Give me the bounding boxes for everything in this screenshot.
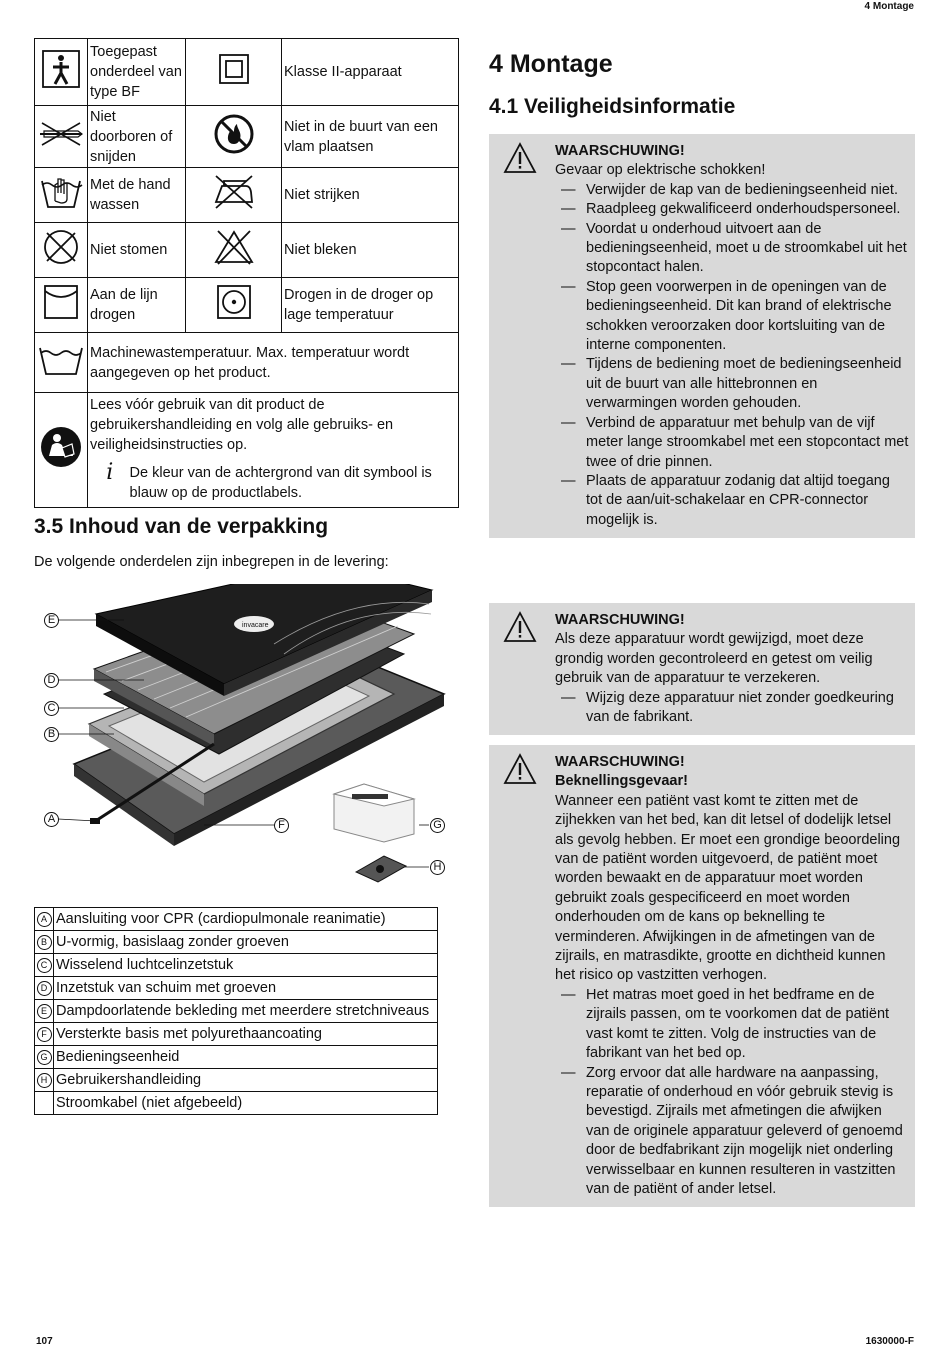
- part-letter: C: [37, 958, 52, 973]
- wash-tub-icon: [35, 333, 88, 393]
- hand-wash-icon: [35, 168, 88, 223]
- symbol-label: Niet in de buurt van een vlam plaatsen: [282, 106, 459, 168]
- warning-item: — Verbind de apparatuur met behulp van de vijf meter lange stroomkabel met een stopcontact met twee of drie pinnen.: [555, 414, 909, 472]
- callout-label: B: [44, 727, 59, 742]
- warning-box: [489, 745, 915, 1207]
- warning-text: Als deze apparatuur wordt gewijzigd, moet deze grondig worden gecontroleerd en getest om veilig gebruik van de apparatuur te verzekeren.: [555, 631, 873, 687]
- warning-text: Wanneer een patiënt vast komt te zitten met de zijhekken van het bed, kan dit letsel of dodelijk letsel als gevolg hebben. Er moet een grondige beoordeling van de patiënt worden uitgevoerd, de patiënt moet worden bewaakt en de apparatuur moet worden gebruikt zoals gespecificeerd en moet worden onderhouden om de kans op beknelling te verminderen. Afwijkingen in de afmetingen van de zijrails, en matrasdikte, grootte en dichtheid kunnen het risico op vastzitten verhogen.: [555, 792, 901, 984]
- part-letter: G: [37, 1050, 52, 1065]
- warning-title: WAARSCHUWING!: [555, 754, 685, 770]
- warning-item: — Plaats de apparatuur zodanig dat altijd toegang tot de aan/uit-schakelaar en CPR-connector mogelijk is.: [555, 472, 909, 530]
- section-title: 3.5 Inhoud van de verpakking: [34, 515, 329, 538]
- warning-triangle-icon: [503, 611, 537, 643]
- running-header: 4 Montage: [864, 1, 914, 12]
- no-pierce-icon: [35, 106, 88, 168]
- warning-triangle-icon: [503, 142, 537, 174]
- part-letter: H: [37, 1073, 52, 1088]
- no-bleach-icon: [186, 223, 282, 278]
- symbol-label: Klasse II-apparaat: [282, 39, 459, 106]
- brand-logo: invacare: [242, 622, 269, 629]
- part-letter: A: [37, 912, 52, 927]
- symbol-label: Niet bleken: [282, 223, 459, 278]
- document-code: 1630000-F: [865, 1336, 914, 1347]
- warning-box: [489, 134, 915, 538]
- warning-item: — Voordat u onderhoud uitvoert aan de bedieningseenheid, moet u de stroomkabel uit het stopcontact halen.: [555, 220, 909, 278]
- symbol-label: Machinewastemperatuur. Max. temperatuur wordt aangegeven op het product.: [88, 333, 459, 393]
- parts-list-table: [34, 907, 438, 1115]
- info-note: De kleur van de achtergrond van dit symbool is blauw op de productlabels.: [129, 465, 432, 501]
- callout-label: D: [44, 673, 59, 688]
- callout-label: E: [44, 613, 59, 628]
- part-letter-empty: [35, 1092, 54, 1115]
- warning-box: [489, 603, 915, 735]
- read-manual-icon: [35, 393, 88, 508]
- part-letter: F: [37, 1027, 52, 1042]
- warning-title: WAARSCHUWING!: [555, 612, 685, 628]
- part-description: Stroomkabel (niet afgebeeld): [54, 1092, 438, 1115]
- info-icon: i: [106, 460, 114, 485]
- part-description: Wisselend luchtcelinzetstuk: [54, 954, 438, 977]
- mattress-exploded-illustration: [34, 584, 454, 894]
- symbols-table: [34, 38, 459, 508]
- no-steam-icon: [35, 223, 88, 278]
- part-description: Aansluiting voor CPR (cardiopulmonale reanimatie): [54, 908, 438, 931]
- warning-triangle-icon: [503, 753, 537, 785]
- warning-item: — Verwijder de kap van de bedieningseenheid niet.: [555, 181, 909, 200]
- warning-subtitle: Beknellingsgevaar!: [555, 773, 688, 790]
- part-description: Gebruikershandleiding: [54, 1069, 438, 1092]
- callout-label: G: [430, 818, 445, 833]
- symbol-label: Aan de lijn drogen: [88, 278, 186, 333]
- part-letter: E: [37, 1004, 52, 1019]
- symbol-label: Toegepast onderdeel van type BF: [88, 39, 186, 106]
- symbol-label: Drogen in de droger op lage temperatuur: [282, 278, 459, 333]
- callout-label: A: [44, 812, 59, 827]
- symbol-label: Niet strijken: [282, 168, 459, 223]
- warning-item: — Stop geen voorwerpen in de openingen van de bedieningseenheid. Dit kan brand of elektrische schokken veroorzaken door kortsluiting van de interne componenten.: [555, 278, 909, 356]
- warning-text: Gevaar op elektrische schokken!: [555, 162, 766, 179]
- part-description: Versterkte basis met polyurethaancoating: [54, 1023, 438, 1046]
- part-description: U-vormig, basislaag zonder groeven: [54, 931, 438, 954]
- line-dry-icon: [35, 278, 88, 333]
- symbol-label: Niet doorboren of snijden: [88, 106, 186, 168]
- warning-item: — Het matras moet goed in het bedframe en de zijrails passen, om te voorkomen dat de patiënt vast komt te zitten. Volg de instructies van de fabrikant van het bed op.: [555, 986, 909, 1064]
- double-square-icon: [186, 39, 282, 106]
- no-flame-icon: [186, 106, 282, 168]
- callout-label: C: [44, 701, 59, 716]
- tumble-dry-low-icon: [186, 278, 282, 333]
- callout-label: F: [274, 818, 289, 833]
- part-letter: B: [37, 935, 52, 950]
- warning-item: — Zorg ervoor dat alle hardware na aanpassing, reparatie of onderhoud en vóór gebruik stevig is bevestigd. Zijrails met afmetingen die afwijken van de originele apparatuur geleverd of genoemd door de bedfabrikant zijn mogelijk niet onderling verwisselbaar en kunnen resulteren in vastzitten van de patiënt of ander letsel.: [555, 1064, 909, 1200]
- warning-item: — Raadpleeg gekwalificeerd onderhoudspersoneel.: [555, 200, 909, 219]
- section-title: 4.1 Veiligheidsinformatie: [489, 95, 736, 118]
- page-number: 107: [36, 1336, 53, 1347]
- part-description: Inzetstuk van schuim met groeven: [54, 977, 438, 1000]
- symbol-label: Lees vóór gebruik van dit product de gebruikershandleiding en volg alle gebruiks- en veiligheidsinstructies op.: [90, 397, 394, 453]
- section-intro: De volgende onderdelen zijn inbegrepen in de levering:: [34, 554, 389, 570]
- warning-title: WAARSCHUWING!: [555, 143, 685, 159]
- symbol-label: Niet stomen: [88, 223, 186, 278]
- symbol-label: Met de hand wassen: [88, 168, 186, 223]
- warning-item: — Wijzig deze apparatuur niet zonder goedkeuring van de fabrikant.: [555, 689, 909, 728]
- part-letter: D: [37, 981, 52, 996]
- callout-label: H: [430, 860, 445, 875]
- warning-item: — Tijdens de bediening moet de bedieningseenheid uit de buurt van alle hittebronnen en verwarmingen worden gehouden.: [555, 355, 909, 413]
- part-description: Dampdoorlatende bekleding met meerdere stretchniveaus: [54, 1000, 438, 1023]
- chapter-title: 4 Montage: [489, 50, 613, 78]
- part-description: Bedieningseenheid: [54, 1046, 438, 1069]
- person-bf-icon: [35, 39, 88, 106]
- no-iron-icon: [186, 168, 282, 223]
